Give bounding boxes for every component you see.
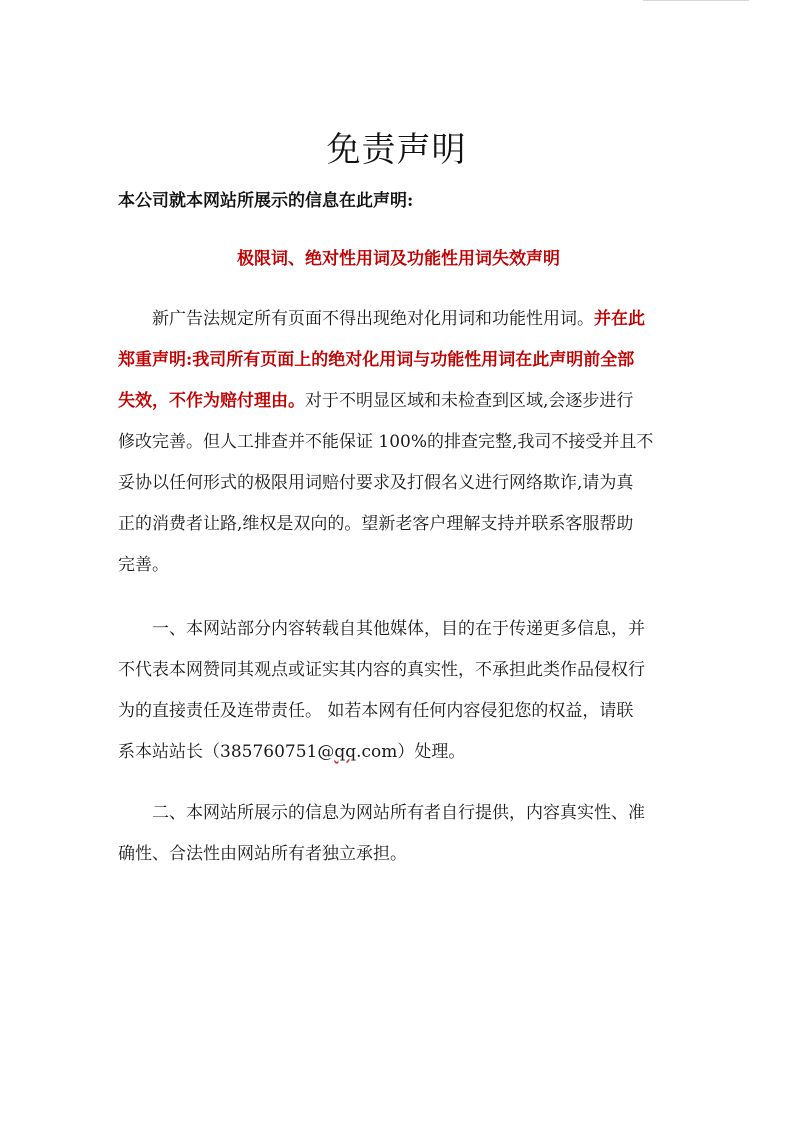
paragraph-extreme-words xyxy=(118,299,678,586)
paragraph-text: 对于不明显区域和未检查到区域,会逐步进行 xyxy=(305,391,634,411)
paragraph-text: .com）处理。 xyxy=(356,742,466,762)
paragraph-line xyxy=(118,299,678,340)
paragraph-text: 新广告法规定所有页面不得出现绝对化用词和功能性用词。 xyxy=(152,309,594,329)
paragraph-text: 二、本网站所展示的信息为网站所有者自行提供，内容真实性、准 xyxy=(152,803,645,823)
paragraph-line xyxy=(118,381,678,422)
paragraph-text: 一、本网站部分内容转载自其他媒体，目的在于传递更多信息，并 xyxy=(152,619,645,639)
paragraph-line xyxy=(118,545,678,586)
paragraph-line xyxy=(118,732,678,773)
paragraph-line xyxy=(118,422,678,463)
emphasis-text: 失效，不作为赔付理由。 xyxy=(118,391,305,411)
paragraph-text: 完善。 xyxy=(118,555,169,575)
paragraph-reprint-disclaimer xyxy=(118,609,678,773)
paragraph-text: 修改完善。但人工排查并不能保证 100%的排查完整,我司不接受并且不 xyxy=(118,432,654,452)
email-domain: qq xyxy=(334,742,357,762)
paragraph-text: 不代表本网赞同其观点或证实其内容的真实性，不承担此类作品侵权行 xyxy=(118,660,645,680)
paragraph-line xyxy=(118,609,678,650)
paragraph-line xyxy=(118,340,678,381)
paragraph-line xyxy=(118,793,678,834)
paragraph-line xyxy=(118,834,678,875)
paragraph-line xyxy=(118,463,678,504)
paragraph-line xyxy=(118,650,678,691)
paragraph-line xyxy=(118,504,678,545)
intro-statement: 本公司就本网站所展示的信息在此声明: xyxy=(118,191,414,211)
paragraph-owner-responsibility xyxy=(118,793,678,875)
paragraph-line xyxy=(118,691,678,732)
emphasis-text: 并在此 xyxy=(594,309,645,329)
emphasis-text: 郑重声明:我司所有页面上的绝对化用词与功能性用词在此声明前全部 xyxy=(118,350,635,370)
section-subtitle: 极限词、绝对性用词及功能性用词失效声明 xyxy=(237,249,560,269)
paragraph-text: 为的直接责任及连带责任。 如若本网有任何内容侵犯您的权益，请联 xyxy=(118,701,634,721)
paragraph-text: 确性、合法性由网站所有者独立承担。 xyxy=(118,844,407,864)
paragraph-text: 妥协以任何形式的极限用词赔付要求及打假名义进行网络欺诈,请为真 xyxy=(118,473,634,493)
paragraph-text: 正的消费者让路,维权是双向的。望新老客户理解支持并联系客服帮助 xyxy=(118,514,634,534)
page-title: 免责声明 xyxy=(326,129,467,170)
paragraph-text: 系本站站长（385760751@ xyxy=(118,742,335,762)
